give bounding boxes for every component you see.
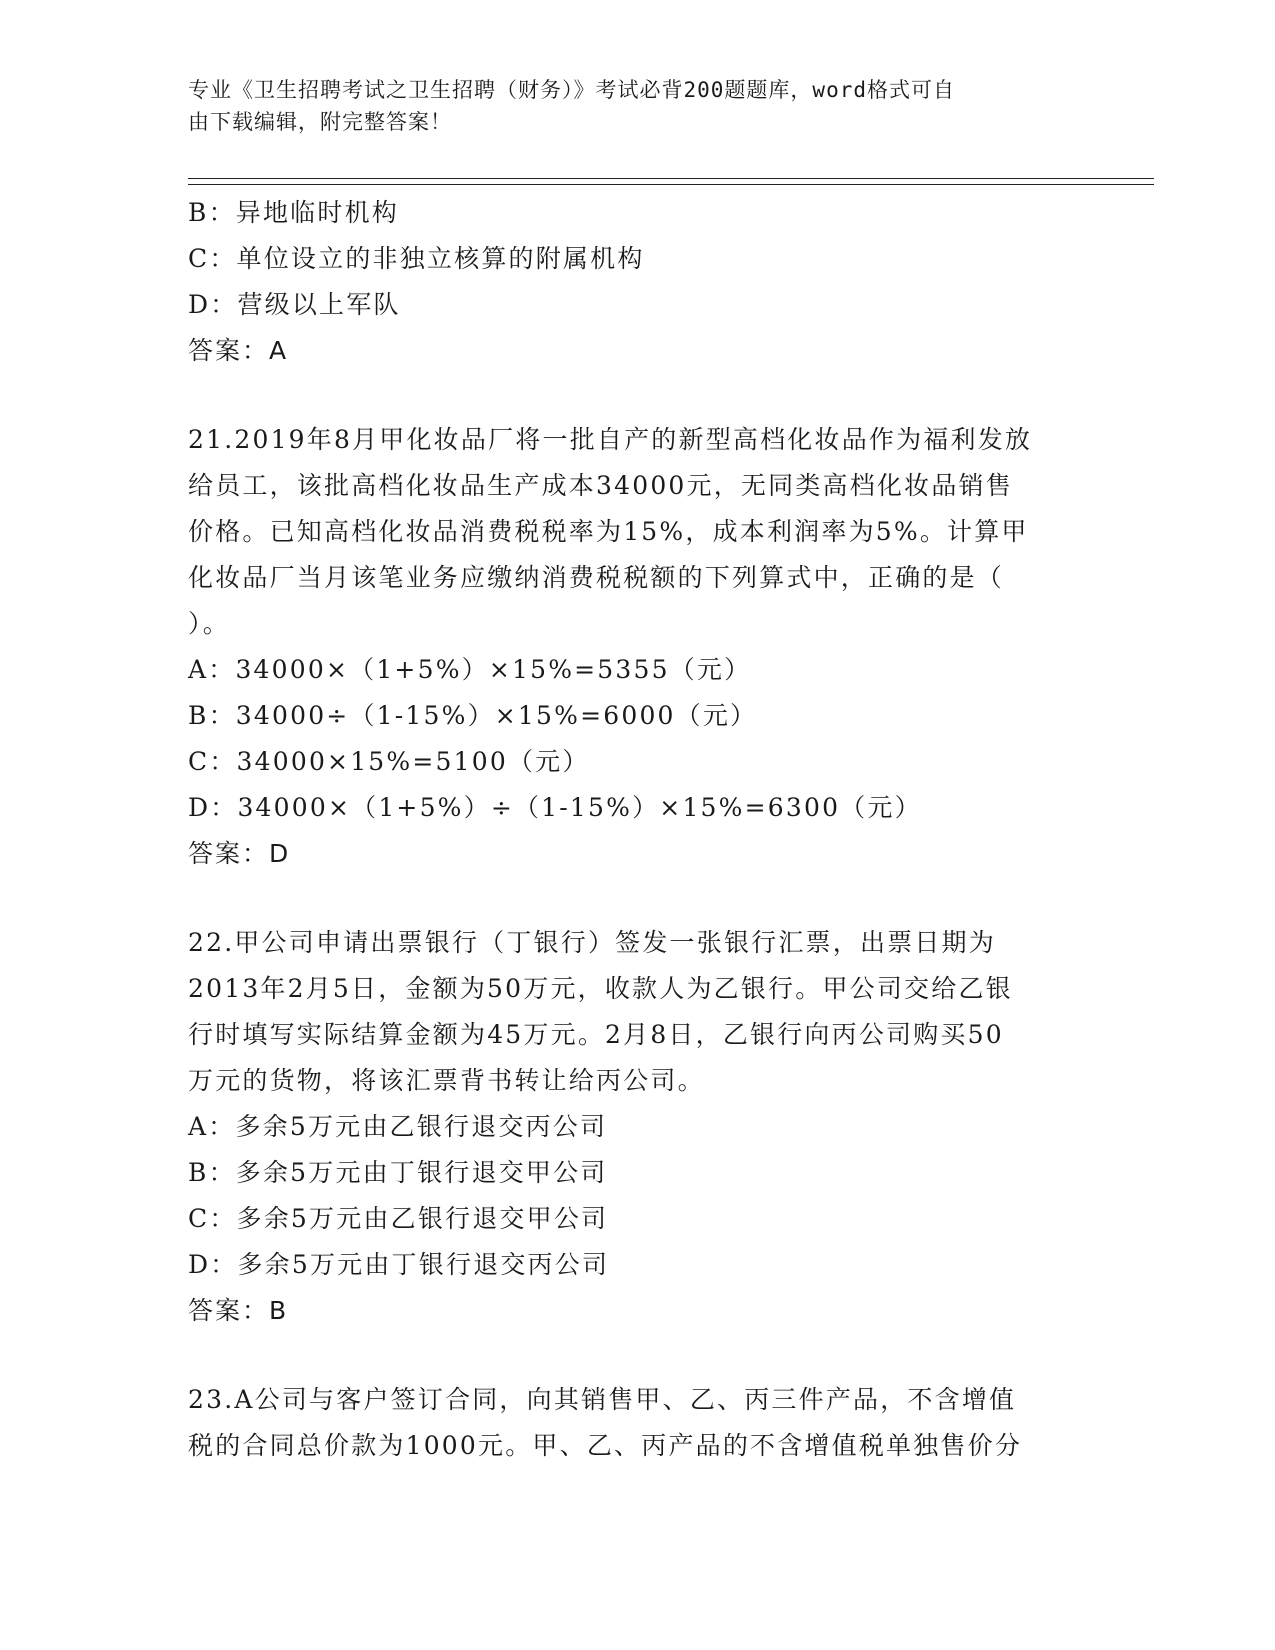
question-text: 22.甲公司申请出票银行（丁银行）签发一张银行汇票，出票日期为 — [188, 928, 996, 957]
question-text: 行时填写实际结算金额为45万元。2月8日，乙银行向丙公司购买50 — [188, 1020, 1004, 1049]
question-text: ）。 — [188, 609, 230, 638]
option-a: A：34000×（1+5%）×15%=5355（元） — [188, 655, 752, 684]
option-c: C：多余5万元由乙银行退交甲公司 — [188, 1204, 609, 1233]
option-b: B：异地临时机构 — [188, 198, 399, 227]
document-body — [188, 190, 1088, 1469]
option-d: D：营级以上军队 — [188, 290, 401, 319]
question-23 — [188, 1377, 1088, 1469]
question-text: 2013年2月5日，金额为50万元，收款人为乙银行。甲公司交给乙银 — [188, 974, 1013, 1003]
option-c: C：单位设立的非独立核算的附属机构 — [188, 244, 645, 273]
answer: 答案：D — [188, 839, 291, 868]
page-header — [188, 74, 1068, 138]
question-text: 价格。已知高档化妆品消费税税率为15%，成本利润率为5%。计算甲 — [188, 517, 1029, 546]
option-a: A：多余5万元由乙银行退交丙公司 — [188, 1112, 608, 1141]
header-divider-bottom — [188, 184, 1154, 185]
header-line: 专业《卫生招聘考试之卫生招聘（财务）》考试必背200题题库，word格式可自 — [188, 78, 955, 102]
question-text: 税的合同总价款为1000元。甲、乙、丙产品的不含增值税单独售价分 — [188, 1431, 1023, 1460]
option-b: B：多余5万元由丁银行退交甲公司 — [188, 1158, 608, 1187]
answer: 答案：A — [188, 336, 289, 365]
question-text: 23.A公司与客户签订合同，向其销售甲、乙、丙三件产品，不含增值 — [188, 1385, 1017, 1414]
spacer — [188, 374, 1088, 417]
question-21 — [188, 417, 1088, 877]
option-b: B：34000÷（1-15%）×15%=6000（元） — [188, 701, 758, 730]
option-d: D：34000×（1+5%）÷（1-15%）×15%=6300（元） — [188, 793, 922, 822]
question-text: 化妆品厂当月该笔业务应缴纳消费税税额的下列算式中，正确的是（ — [188, 563, 1005, 592]
question-text: 万元的货物，将该汇票背书转让给丙公司。 — [188, 1066, 705, 1095]
question-22 — [188, 920, 1088, 1334]
spacer — [188, 1334, 1088, 1377]
question-text: 21.2019年8月甲化妆品厂将一批自产的新型高档化妆品作为福利发放 — [188, 425, 1033, 454]
header-line: 由下载编辑，附完整答案！ — [188, 110, 452, 134]
header-divider-top — [188, 178, 1154, 179]
option-c: C：34000×15%=5100（元） — [188, 747, 590, 776]
option-d: D：多余5万元由丁银行退交丙公司 — [188, 1250, 610, 1279]
question-20 — [188, 190, 1088, 374]
spacer — [188, 877, 1088, 920]
answer: 答案：B — [188, 1296, 289, 1325]
question-text: 给员工，该批高档化妆品生产成本34000元，无同类高档化妆品销售 — [188, 471, 1013, 500]
